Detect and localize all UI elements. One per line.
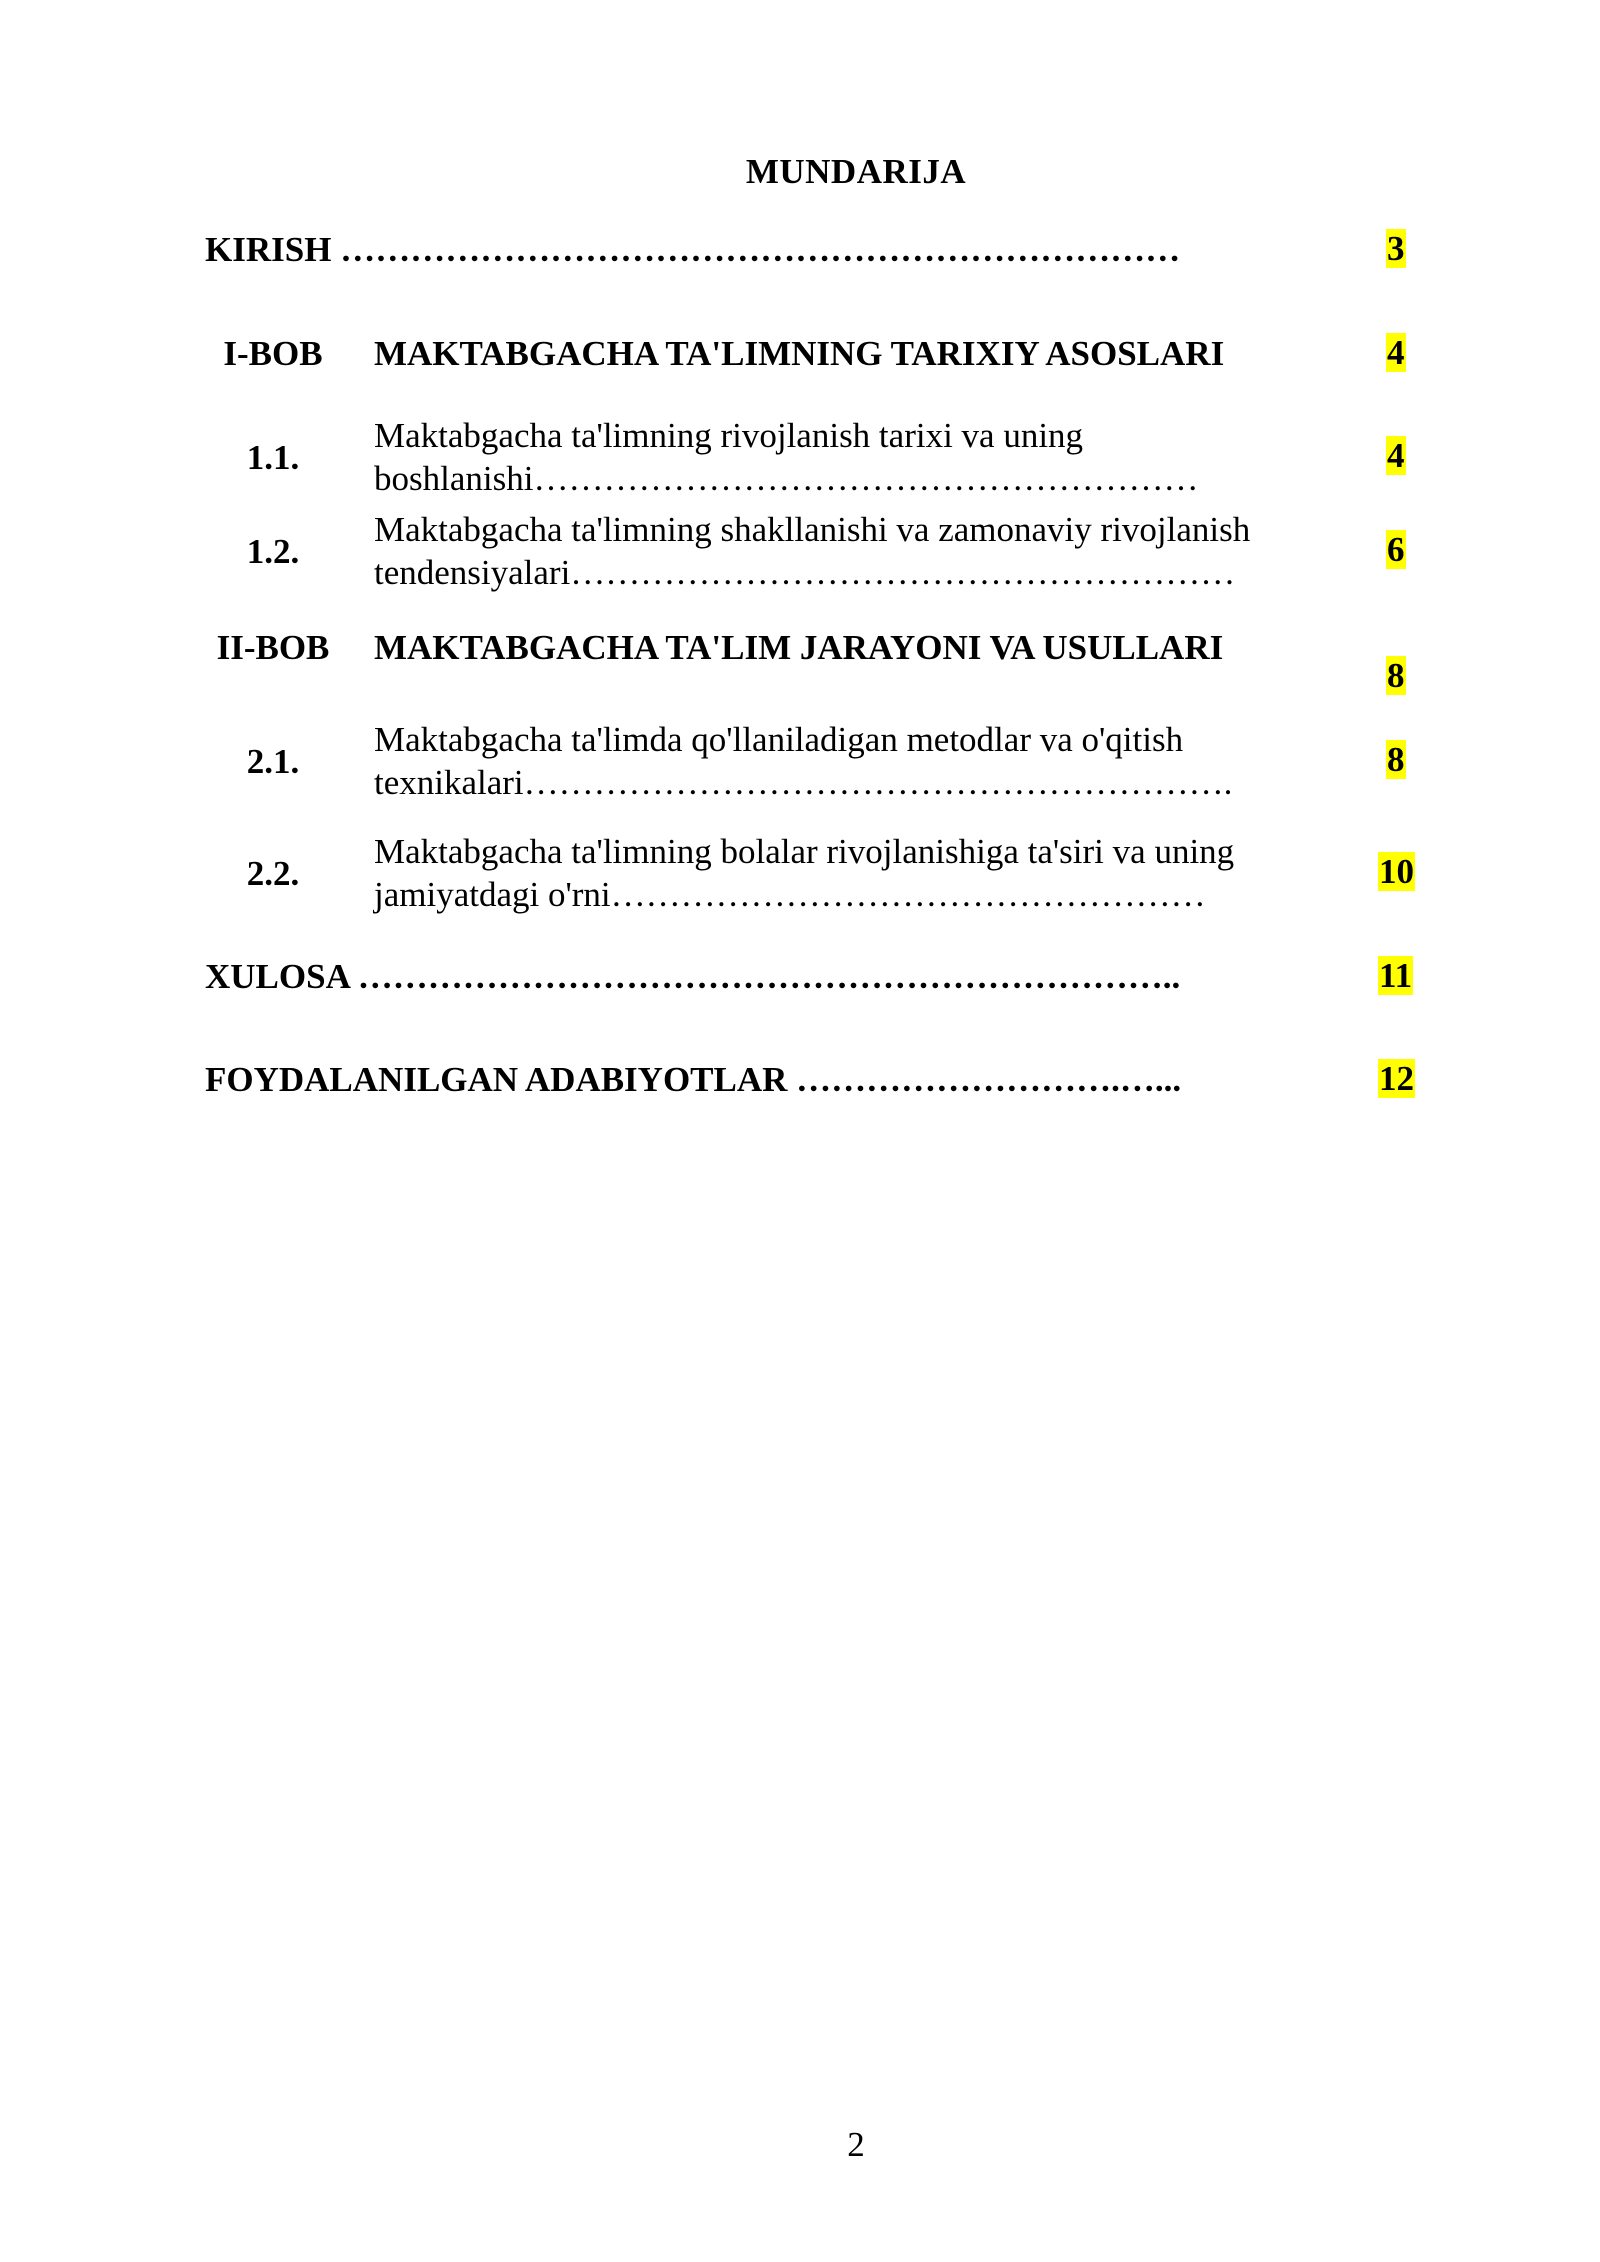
toc-page-chapter2: 8 [1387,656,1405,695]
toc-entry-line: Maktabgacha ta'limning bolalar rivojlanishiga ta'siri va uning [374,832,1235,871]
toc-page-intro: 3 [1387,229,1405,268]
toc-entry-chapter1[interactable]: MAKTABGACHA TA'LIMNING TARIXIY ASOSLARI [374,334,1225,373]
toc-entry-label: KIRISH [205,230,332,269]
toc-page-section-1-1: 4 [1387,436,1405,475]
toc-page-chapter1: 4 [1387,333,1405,372]
toc-entry-label: XULOSA [205,957,349,996]
toc-entry-line: Maktabgacha ta'limning shakllanishi va zamonaviy rivojlanish [374,510,1251,549]
section-number: 2.2. [246,854,300,893]
chapter-number: I-BOB [223,334,323,373]
toc-entry-intro[interactable] [205,228,1180,271]
toc-page-conclusion: 11 [1379,956,1413,995]
toc-entry-section-2-2[interactable] [374,830,1234,916]
toc-entry-line: jamiyatdagi o'rni…………………………………………… [374,875,1206,914]
toc-entry-section-2-1[interactable] [374,718,1232,804]
section-number: 1.1. [246,438,300,477]
toc-page-section-2-2: 10 [1379,852,1414,891]
toc-entry-label: FOYDALANILGAN ADABIYOTLAR [205,1060,788,1099]
toc-page-references: 12 [1379,1059,1414,1098]
toc-entry-line: tendensiyalari………………………………………………… [374,553,1236,592]
section-number: 2.1. [246,742,300,781]
toc-page-section-2-1: 8 [1387,740,1405,779]
section-number: 1.2. [246,532,300,571]
toc-entry-line: Maktabgacha ta'limning rivojlanish tarixi va uning [374,416,1084,455]
chapter-number: II-BOB [216,628,330,667]
toc-entry-chapter2[interactable]: MAKTABGACHA TA'LIM JARAYONI VA USULLARI [374,628,1224,667]
toc-entry-section-1-1[interactable] [374,414,1198,500]
leader-dots: ……………………….…... [796,1060,1182,1099]
page-number: 2 [847,2125,865,2164]
toc-entry-line: texnikalari……………………………………………………. [374,763,1233,802]
toc-entry-line: boshlanishi………………………………………………… [374,459,1199,498]
toc-entry-conclusion[interactable] [205,955,1180,998]
toc-title: MUNDARIJA [745,152,967,191]
toc-entry-line: Maktabgacha ta'limda qo'llaniladigan metodlar va o'qitish [374,720,1184,759]
leader-dots: …………………………………………………………….. [357,957,1181,996]
toc-entry-section-1-2[interactable] [374,508,1250,594]
toc-page-section-1-2: 6 [1387,530,1405,569]
toc-entry-references[interactable] [205,1058,1181,1101]
leader-dots: ……………………………………………………………… [340,230,1181,269]
